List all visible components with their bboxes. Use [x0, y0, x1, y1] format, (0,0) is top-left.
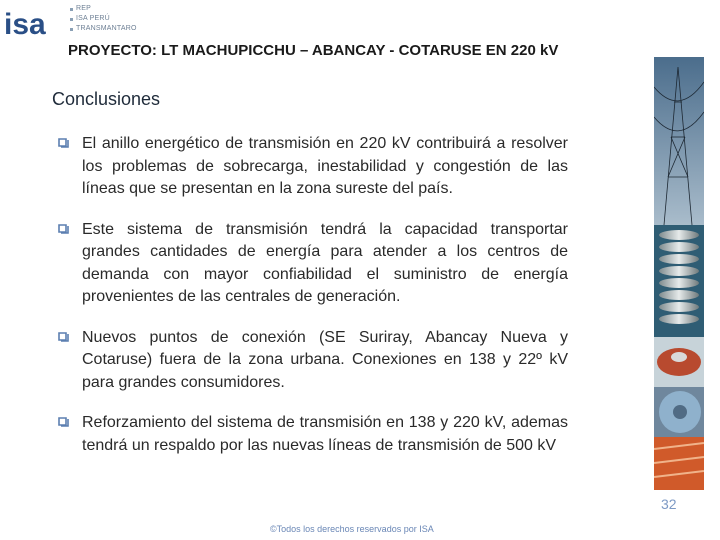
brand-transmantaro: TRANSMANTARO [70, 24, 137, 34]
bullet-text: Nuevos puntos de conexión (SE Suriray, Abancay Nueva y Cotaruse) fuera de la zona urbana. Conexiones en 138 y 22º kV para grandes consumidores. [82, 328, 568, 391]
slide-title: PROYECTO: LT MACHUPICCHU – ABANCAY - COTARUSE EN 220 kV [68, 42, 559, 59]
brand-list [70, 4, 137, 34]
section-title: Conclusiones [52, 89, 161, 109]
footer-copyright: ©Todos los derechos reservados por ISA [270, 524, 434, 534]
isa-logo [4, 6, 66, 40]
brand-rep: REP [70, 4, 137, 14]
page-number: 32 [661, 496, 677, 512]
bullet-list [58, 133, 568, 475]
bullet-item [58, 412, 568, 457]
bullet-item [58, 219, 568, 309]
bullet-text: Este sistema de transmisión tendrá la capacidad transportar grandes cantidades de energía para atender a los centros de demanda con mayor confiabilidad el suministro de energía provenientes de las centrales de generación. [82, 220, 568, 305]
bullet-box-icon [58, 416, 69, 427]
bullet-box-icon [58, 223, 69, 234]
transmission-photo-strip [654, 57, 704, 490]
brand-isa-peru: ISA PERÚ [70, 14, 137, 24]
bullet-box-icon [58, 137, 69, 148]
bullet-text: Reforzamiento del sistema de transmisión en 138 y 220 kV, ademas tendrá un respaldo por las nuevas líneas de transmisión de 500 kV [82, 414, 568, 454]
bullet-text: El anillo energético de transmisión en 220 kV contribuirá a resolver los problemas de sobrecarga, inestabilidad y congestión de las líneas que se presentan en la zona sureste del país. [82, 135, 568, 197]
bullet-item [58, 133, 568, 201]
logo-text: isa [4, 8, 46, 40]
bullet-box-icon [58, 331, 69, 342]
bullet-item [58, 327, 568, 395]
